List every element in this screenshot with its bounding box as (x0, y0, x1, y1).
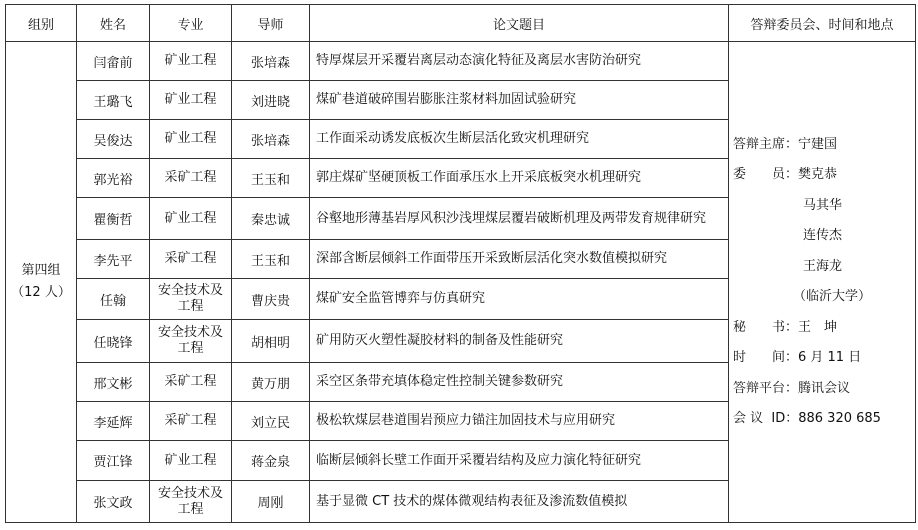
group-label: 第四组 (21, 263, 61, 278)
student-name: 李延辉 (77, 402, 150, 441)
student-major: 矿业工程 (150, 198, 232, 240)
student-major: 矿业工程 (150, 81, 232, 120)
thesis-title: 临断层倾斜长壁工作面开采覆岩结构及应力演化特征研究 (310, 441, 729, 481)
thesis-title: 特厚煤层开采覆岩离层动态演化特征及离层水害防治研究 (310, 42, 729, 81)
student-major: 采矿工程 (150, 402, 232, 441)
thesis-title: 深部含断层倾斜工作面带压开采致断层活化突水数值模拟研究 (310, 240, 729, 279)
student-advisor: 蒋金泉 (232, 441, 310, 481)
defense-time: 时 间：6 月 11 日 (733, 350, 862, 365)
student-major: 采矿工程 (150, 240, 232, 279)
table-row (6, 42, 916, 81)
header-thesis: 论文题目 (310, 5, 729, 42)
thesis-title: 煤矿安全监管博弈与仿真研究 (310, 279, 729, 320)
student-advisor: 刘立民 (232, 402, 310, 441)
student-name: 闫畲前 (77, 42, 150, 81)
thesis-title: 煤矿巷道破碎围岩膨胀注浆材料加固试验研究 (310, 81, 729, 120)
student-major: 矿业工程 (150, 42, 232, 81)
student-major: 安全技术及工程 (150, 279, 232, 320)
group-count: （12 人） (11, 285, 71, 300)
student-advisor: 胡相明 (232, 320, 310, 363)
header-group: 组别 (6, 5, 77, 42)
header-major: 专业 (150, 5, 232, 42)
group-cell (6, 42, 77, 523)
committee-member-4: 王海龙 (803, 258, 843, 274)
meeting-id: 会 议 ID：886 320 685 (733, 411, 881, 426)
student-major: 安全技术及工程 (150, 320, 232, 363)
thesis-title: 矿用防灭火塑性凝胶材料的制备及性能研究 (310, 320, 729, 363)
student-name: 李先平 (77, 240, 150, 279)
student-major: 采矿工程 (150, 159, 232, 198)
committee-cell (729, 42, 916, 523)
thesis-title: 郭庄煤矿坚硬顶板工作面承压水上开采底板突水机理研究 (310, 159, 729, 198)
student-major: 矿业工程 (150, 120, 232, 159)
student-advisor: 刘进晓 (232, 81, 310, 120)
committee-member-1: 委 员：樊克恭 (733, 167, 838, 182)
student-advisor: 张培森 (232, 120, 310, 159)
student-name: 贾江锋 (77, 441, 150, 481)
defense-schedule-table (5, 4, 916, 523)
student-advisor: 曹庆贵 (232, 279, 310, 320)
student-advisor: 王玉和 (232, 159, 310, 198)
header-row (6, 5, 916, 42)
student-advisor: 周刚 (232, 481, 310, 523)
student-advisor: 张培森 (232, 42, 310, 81)
student-name: 王璐飞 (77, 81, 150, 120)
committee-member-4-affiliation: （临沂大学） (793, 289, 872, 304)
student-major: 采矿工程 (150, 363, 232, 402)
student-name: 吴俊达 (77, 120, 150, 159)
student-major: 安全技术及工程 (150, 481, 232, 523)
header-advisor: 导师 (232, 5, 310, 42)
thesis-title: 谷壑地形薄基岩厚风积沙浅埋煤层覆岩破断机理及两带发育规律研究 (310, 198, 729, 240)
committee-chair: 答辩主席：宁建国 (733, 136, 838, 152)
header-name: 姓名 (77, 5, 150, 42)
committee-member-3: 连传杰 (803, 228, 843, 243)
header-committee: 答辩委员会、时间和地点 (729, 5, 916, 42)
thesis-title: 采空区条带充填体稳定性控制关键参数研究 (310, 363, 729, 402)
student-name: 任翰 (77, 279, 150, 320)
student-advisor: 黄万朋 (232, 363, 310, 402)
thesis-title: 工作面采动诱发底板次生断层活化致灾机理研究 (310, 120, 729, 159)
student-advisor: 秦忠诚 (232, 198, 310, 240)
thesis-title: 基于显微 CT 技术的煤体微观结构表征及渗流数值模拟 (310, 481, 729, 523)
student-name: 张文政 (77, 481, 150, 523)
student-name: 瞿衡哲 (77, 198, 150, 240)
thesis-title: 极松软煤层巷道围岩预应力锚注加固技术与应用研究 (310, 402, 729, 441)
defense-platform: 答辩平台：腾讯会议 (733, 380, 851, 396)
committee-secretary: 秘 书：王 坤 (733, 319, 838, 335)
student-name: 邢文彬 (77, 363, 150, 402)
student-name: 郭光裕 (77, 159, 150, 198)
student-advisor: 王玉和 (232, 240, 310, 279)
student-name: 任晓锋 (77, 320, 150, 363)
student-major: 矿业工程 (150, 441, 232, 481)
committee-member-2: 马其华 (803, 197, 843, 213)
